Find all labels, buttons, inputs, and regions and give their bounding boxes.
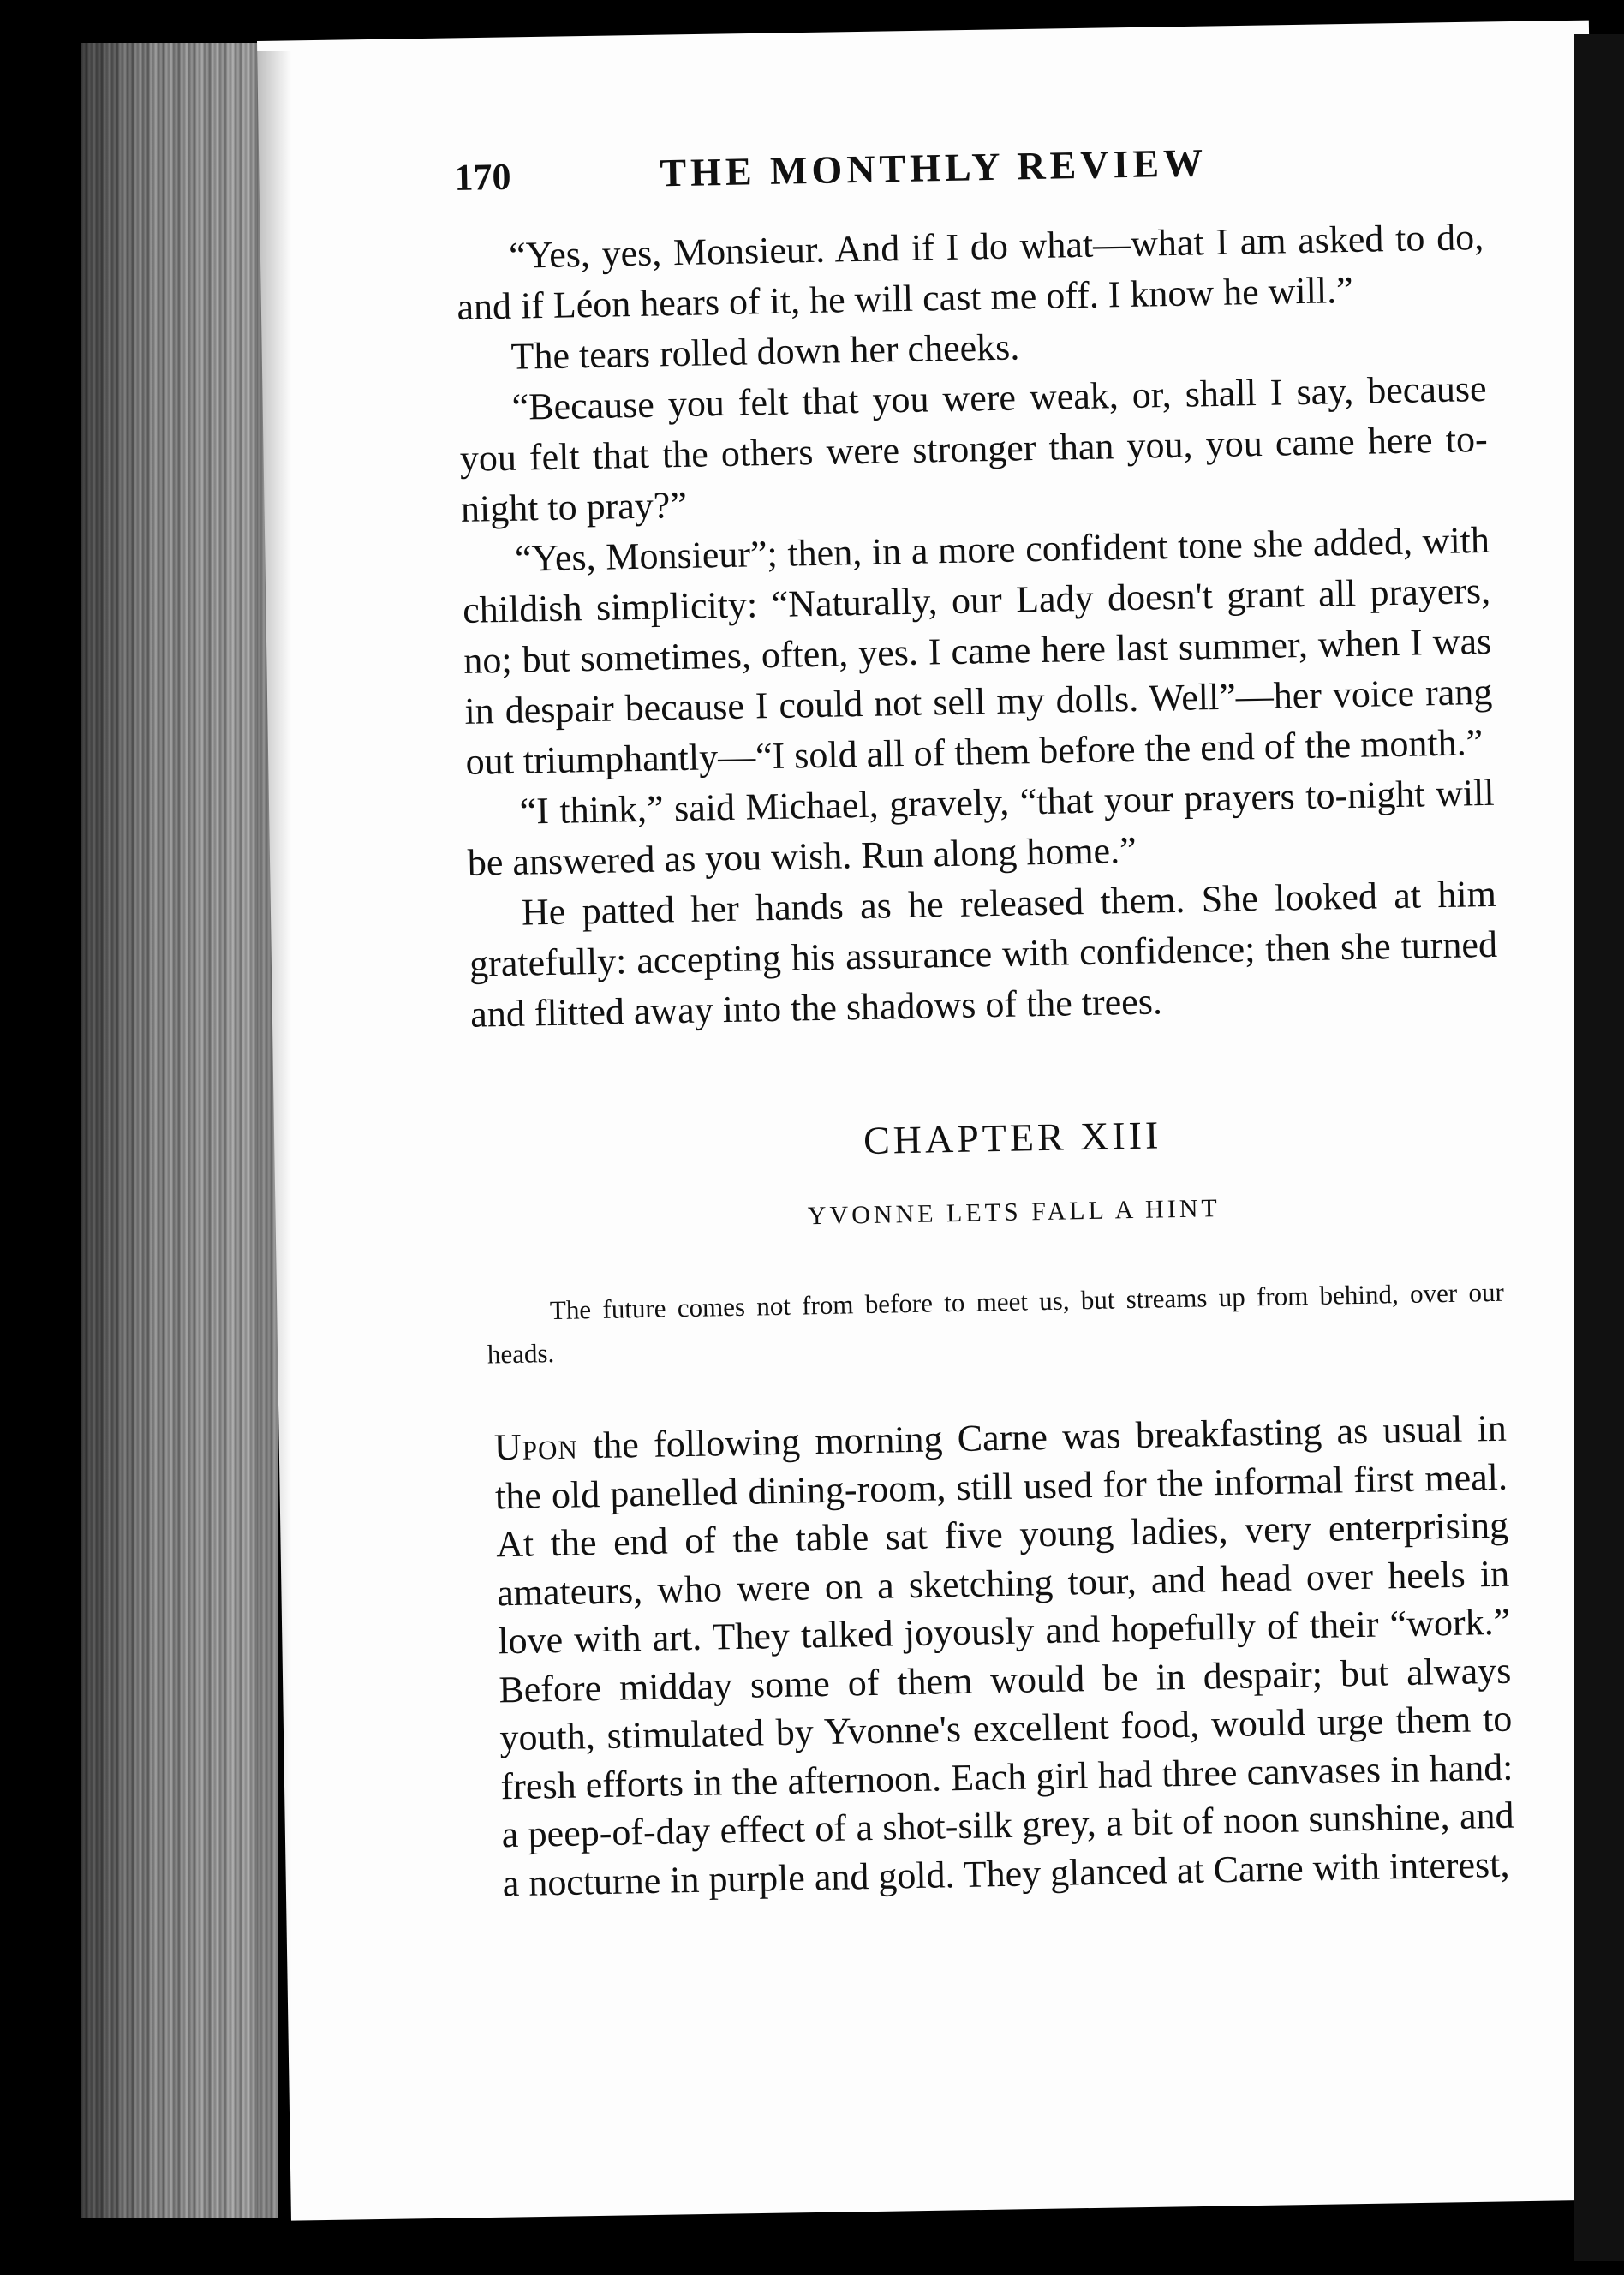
paragraph: “Yes, yes, Monsieur. And if I do what—what I am asked to do, and if Léon hears of it, he will cast me off. I know he will.”	[456, 215, 1484, 328]
opening-word: Upon	[493, 1424, 579, 1469]
opening-text: the following morning Carne was breakfasting as usual in the old panelled dining-room, still used for the informal first meal. At the end of the table sat five young ladies, very enterprising amateurs, who were on a sketching tour, and head over heels in love with art. They talked joyously and hopefully of their “work.” Before midday some of them would be in despair; but always youth, stimulated by Yvonne's excellent food, would urge them to fresh efforts in the afternoon. Each girl had three canvases in hand: a peep-of-day effect of a shot-silk grey, a bit of noon sunshine, and a nocturne in purple and gold. They glanced at Carne with interest,	[494, 1406, 1514, 1904]
journal-title: THE MONTHLY REVIEW	[659, 140, 1208, 195]
paragraph: “Yes, Monsieur”; then, in a more confident tone she added, with childish simplicity: “Naturally, our Lady doesn't grant all prayers, no; but sometimes, often, yes. I came here last summer, when I was in despair because I could not sell my dolls. Well”—her voice rang out triumphantly—“I sold all of them before the end of the month.”	[462, 518, 1493, 783]
chapter-title: YVONNE LETS FALL A HINT	[807, 1194, 1221, 1231]
page-text	[454, 134, 1515, 1908]
right-border	[1574, 34, 1624, 2261]
paragraph: The tears rolled down her cheeks.	[510, 325, 1020, 378]
chapter-number: CHAPTER XIII	[863, 1113, 1162, 1163]
paragraph: He patted her hands as he released them. She looked at him gratefully: accepting his assurance with confidence; then she turned and flitted away into the shadows of the trees.	[469, 872, 1498, 1036]
chapter-opening-paragraph	[478, 1405, 1515, 1908]
gutter-shadow	[257, 51, 291, 2218]
paragraph: “Because you felt that you were weak, or, shall I say, because you felt that the others were stronger than you, you came here to-night to pray?”	[459, 367, 1489, 530]
page-number: 170	[454, 155, 511, 199]
page-edges	[81, 43, 278, 2218]
paragraph: “I think,” said Michael, gravely, “that your prayers to-night will be answered as you wish. Run along home.”	[467, 771, 1496, 884]
epigraph: The future comes not from before to meet us, but streams up from behind, over our heads.	[487, 1276, 1505, 1370]
